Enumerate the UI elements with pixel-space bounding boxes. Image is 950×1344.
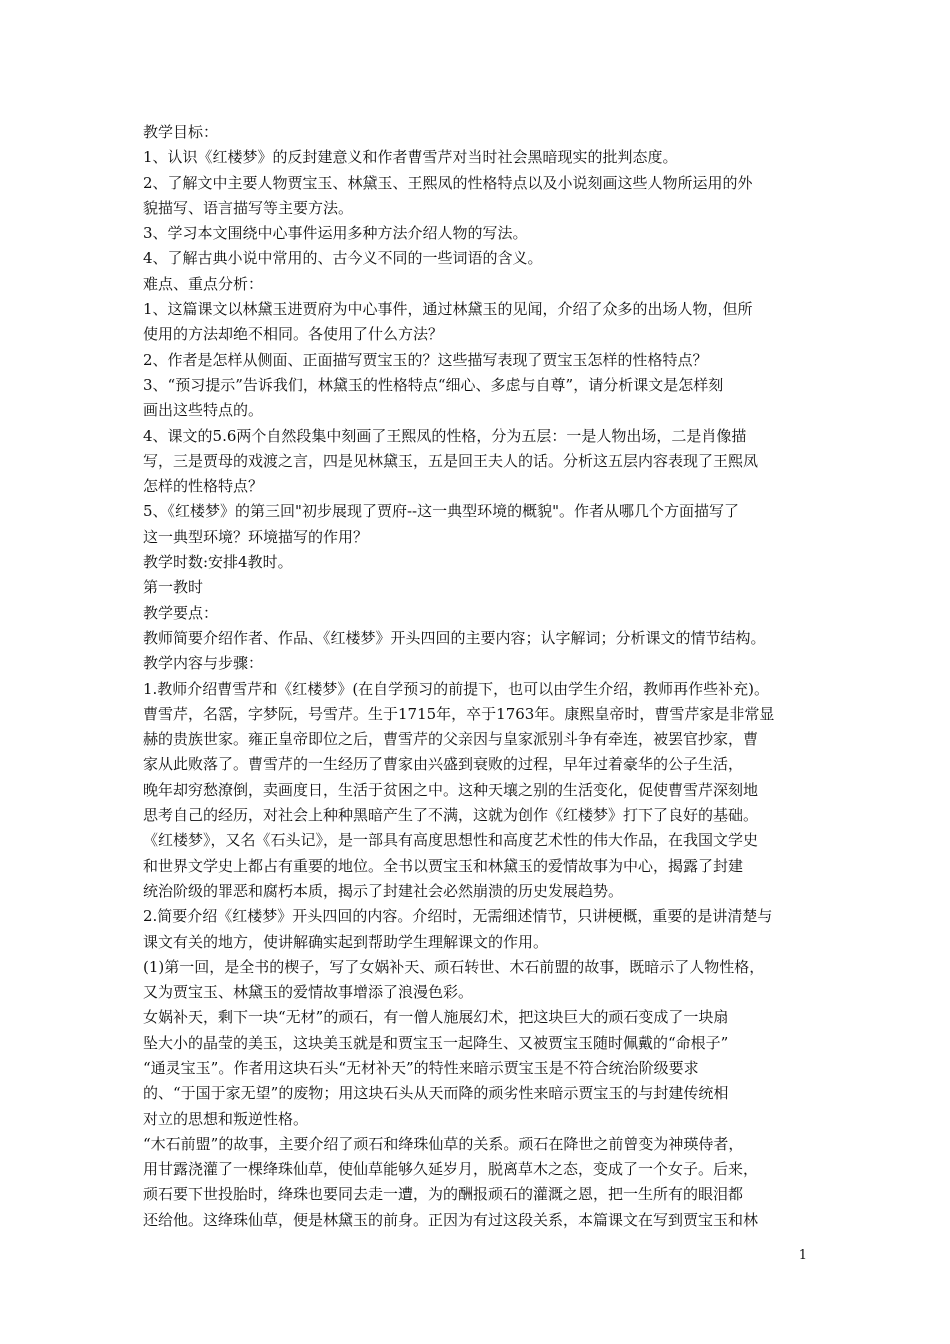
text-line: 怎样的性格特点？ <box>143 477 264 496</box>
document-body <box>143 120 813 1233</box>
text-line: 2、作者是怎样从侧面、正面描写贾宝玉的？这些描写表现了贾宝玉怎样的性格特点？ <box>143 350 708 369</box>
text-line: 的、“于国于家无望”的废物；用这块石头从天而降的顽劣性来暗示贾宝玉的与封建传统相 <box>143 1084 729 1103</box>
text-line: 女娲补天，剩下一块“无材”的顽石，有一僧人施展幻术，把这块巨大的顽石变成了一块扇 <box>143 1008 729 1027</box>
text-line: 赫的贵族世家。雍正皇帝即位之后，曹雪芹的父亲因与皇家派别斗争有牵连，被罢官抄家，曹 <box>143 730 759 749</box>
text-line: 《红楼梦》，又名《石头记》，是一部具有高度思想性和高度艺术性的伟大作品，在我国文学史 <box>143 831 759 850</box>
text-line: 4、了解古典小说中常用的、古今义不同的一些词语的含义。 <box>143 249 543 268</box>
text-line: 画出这些特点的。 <box>143 401 264 420</box>
text-line: 还给他。这绛珠仙草，便是林黛玉的前身。正因为有过这段关系，本篇课文在写到贾宝玉和林 <box>143 1210 759 1229</box>
text-line: 5、《红楼梦》的第三回"初步展现了贾府--这一典型环境的概貌"。作者从哪几个方面描写了 <box>143 502 739 521</box>
text-line: 顽石要下世投胎时，绛珠也要同去走一遭，为的酬报顽石的灌溉之恩，把一生所有的眼泪都 <box>143 1185 744 1204</box>
text-line: 这一典型环境？环境描写的作用？ <box>143 527 369 546</box>
text-line: 1.教师介绍曹雪芹和《红楼梦》(在自学预习的前提下，也可以由学生介绍，教师再作些补充)。 <box>143 679 770 698</box>
text-line: 思考自己的经历，对社会上种种黑暗产生了不满，这就为创作《红楼梦》打下了良好的基础。 <box>143 806 759 825</box>
text-line: 教学内容与步骤： <box>143 654 264 673</box>
text-line: 统治阶级的罪恶和腐朽本质，揭示了封建社会必然崩溃的历史发展趋势。 <box>143 881 624 900</box>
text-line: 3、“预习提示”告诉我们，林黛玉的性格特点“细心、多虑与自尊”，请分析课文是怎样刻 <box>143 375 724 394</box>
text-line: 2.简要介绍《红楼梦》开头四回的内容。介绍时，无需细述情节，只讲梗概，重要的是讲清楚与 <box>143 907 773 926</box>
text-line: 坠大小的晶莹的美玉，这块美玉就是和贾宝玉一起降生、又被贾宝玉随时佩戴的“命根子” <box>143 1033 729 1052</box>
text-line: 教学时数:安排4教时。 <box>143 553 293 572</box>
text-line: (1)第一回，是全书的楔子，写了女娲补天、顽石转世、木石前盟的故事，既暗示了人物性格， <box>143 957 765 976</box>
text-line: 对立的思想和叛逆性格。 <box>143 1109 309 1128</box>
text-line: 教学目标： <box>143 123 219 141</box>
text-line: 曹雪芹，名霑，字梦阮，号雪芹。生于1715年，卒于1763年。康熙皇帝时，曹雪芹家是非常显 <box>143 704 775 723</box>
page-number: 1 <box>798 1248 807 1263</box>
text-line: 教师简要介绍作者、作品、《红楼梦》开头四回的主要内容；认字解词；分析课文的情节结构。 <box>143 628 766 647</box>
text-line: 貌描写、语言描写等主要方法。 <box>143 198 354 217</box>
text-line: 又为贾宝玉、林黛玉的爱情故事增添了浪漫色彩。 <box>143 983 474 1002</box>
text-line: “通灵宝玉”。作者用这块石头“无材补天”的特性来暗示贾宝玉是不符合统治阶级要求 <box>143 1058 699 1077</box>
text-line: 使用的方法却绝不相同。各使用了什么方法？ <box>143 325 444 344</box>
text-line: “木石前盟”的故事，主要介绍了顽石和绛珠仙草的关系。顽石在降世之前曾变为神瑛侍者， <box>143 1134 744 1153</box>
text-line: 1、这篇课文以林黛玉进贾府为中心事件，通过林黛玉的见闻，介绍了众多的出场人物，但所 <box>143 300 753 319</box>
text-line: 第一教时 <box>143 578 204 597</box>
text-line: 教学要点： <box>143 603 219 622</box>
text-line: 家从此败落了。曹雪芹的一生经历了曹家由兴盛到衰败的过程，早年过着豪华的公子生活， <box>143 755 744 774</box>
text-line: 3、学习本文围绕中心事件运用多种方法介绍人物的写法。 <box>143 224 528 243</box>
text-line: 写，三是贾母的戏渡之言，四是见林黛玉，五是回王夫人的话。分析这五层内容表现了王熙凤 <box>143 451 759 470</box>
text-line: 4、课文的5.6两个自然段集中刻画了王熙凤的性格，分为五层：一是人物出场，二是肖像描 <box>143 426 747 445</box>
text-line: 晚年却穷愁潦倒，卖画度日，生活于贫困之中。这种天壤之别的生活变化，促使曹雪芹深刻地 <box>143 780 759 799</box>
text-line: 2、了解文中主要人物贾宝玉、林黛玉、王熙凤的性格特点以及小说刻画这些人物所运用的外 <box>143 173 753 192</box>
text-line: 1、认识《红楼梦》的反封建意义和作者曹雪芹对当时社会黑暗现实的批判态度。 <box>143 148 678 167</box>
text-line: 难点、重点分析： <box>143 274 264 293</box>
text-line: 用甘露浇灌了一棵绛珠仙草，使仙草能够久延岁月，脱离草木之态，变成了一个女子。后来， <box>143 1160 759 1179</box>
text-line: 课文有关的地方，使讲解确实起到帮助学生理解课文的作用。 <box>143 932 549 951</box>
text-line: 和世界文学史上都占有重要的地位。全书以贾宝玉和林黛玉的爱情故事为中心，揭露了封建 <box>143 856 744 875</box>
